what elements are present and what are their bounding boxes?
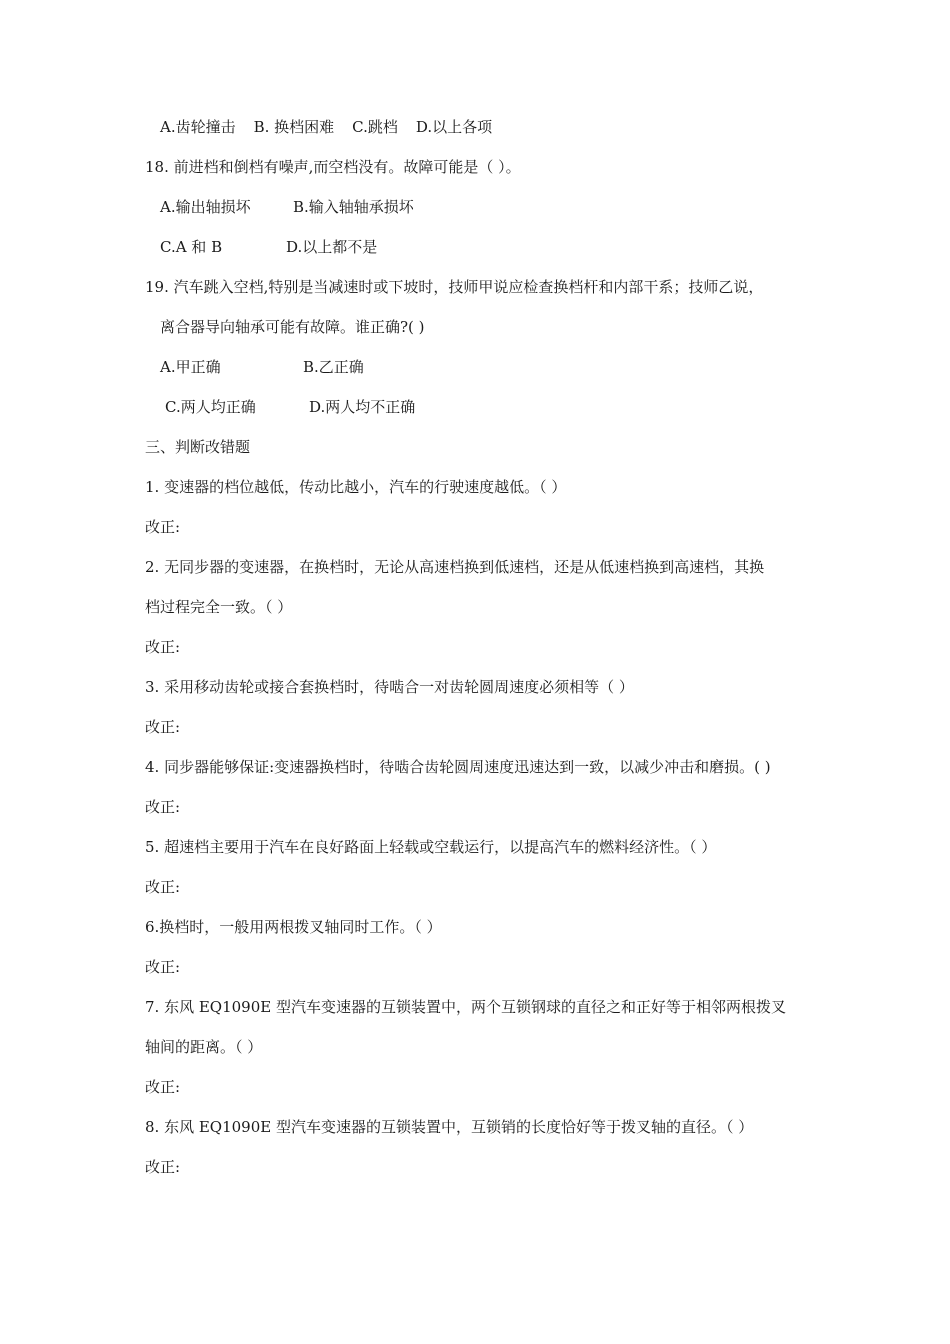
q18-option-d: D.以上都不是 [286, 238, 378, 256]
q19-options-row2 [165, 397, 415, 417]
correction-label: 改正: [145, 638, 181, 656]
correction-label: 改正: [145, 718, 181, 736]
tf-item-2-line2: 档过程完全一致。（ ） [145, 598, 293, 616]
q18-question: 18. 前进档和倒档有噪声,而空档没有。故障可能是（ ）。 [145, 158, 521, 176]
q17-option-b: B. 换档困难 [253, 118, 335, 136]
tf-item-6: 6.换档时，一般用两根拨叉轴同时工作。（ ） [145, 918, 442, 936]
tf-item-4: 4. 同步器能够保证:变速器换档时，待啮合齿轮圆周速度迅速达到一致，以减少冲击和磨损。( ) [145, 758, 771, 776]
q19-question-line2: 离合器导向轴承可能有故障。谁正确?( ) [160, 318, 425, 336]
correction-label: 改正: [145, 1158, 181, 1176]
q19-option-a: A.甲正确 [160, 358, 221, 376]
q17-option-c: C.跳档 [352, 118, 398, 136]
tf-item-3: 3. 采用移动齿轮或接合套换档时，待啮合一对齿轮圆周速度必须相等（ ） [145, 678, 634, 696]
section-heading: 三、判断改错题 [145, 438, 251, 456]
correction-label: 改正: [145, 958, 181, 976]
tf-item-8: 8. 东风 EQ1090E 型汽车变速器的互锁装置中，互锁销的长度恰好等于拨叉轴的直径。（ ） [145, 1118, 754, 1136]
tf-item-1: 1. 变速器的档位越低，传动比越小，汽车的行驶速度越低。（ ） [145, 478, 567, 496]
tf-item-2-line1: 2. 无同步器的变速器，在换档时，无论从高速档换到低速档，还是从低速档换到高速档，其换 [145, 558, 765, 576]
q18-options-row1 [160, 197, 414, 217]
q17-options [160, 117, 492, 137]
q18-option-b: B.输入轴轴承损坏 [293, 198, 414, 216]
tf-item-7-line2: 轴间的距离。（ ） [145, 1038, 263, 1056]
q19-option-c: C.两人均正确 [165, 398, 256, 416]
q18-option-a: A.输出轴损坏 [160, 198, 251, 216]
tf-item-7-line1: 7. 东风 EQ1090E 型汽车变速器的互锁装置中，两个互锁钢球的直径之和正好等于相邻两根拨叉 [145, 998, 786, 1016]
correction-label: 改正: [145, 878, 181, 896]
q19-options-row1 [160, 357, 364, 377]
q19-option-d: D.两人均不正确 [309, 398, 416, 416]
q18-option-c: C.A 和 B [160, 238, 223, 256]
tf-item-5: 5. 超速档主要用于汽车在良好路面上轻载或空载运行，以提高汽车的燃料经济性。（ ） [145, 838, 717, 856]
q18-options-row2 [160, 237, 377, 257]
q17-option-d: D.以上各项 [415, 118, 493, 136]
correction-label: 改正: [145, 798, 181, 816]
correction-label: 改正: [145, 1078, 181, 1096]
correction-label: 改正: [145, 518, 181, 536]
q19-question-line1: 19. 汽车跳入空档,特别是当减速时或下坡时，技师甲说应检查换档杆和内部干系；技师乙说， [145, 278, 764, 296]
q17-option-a: A.齿轮撞击 [160, 118, 236, 136]
q19-option-b: B.乙正确 [303, 358, 364, 376]
